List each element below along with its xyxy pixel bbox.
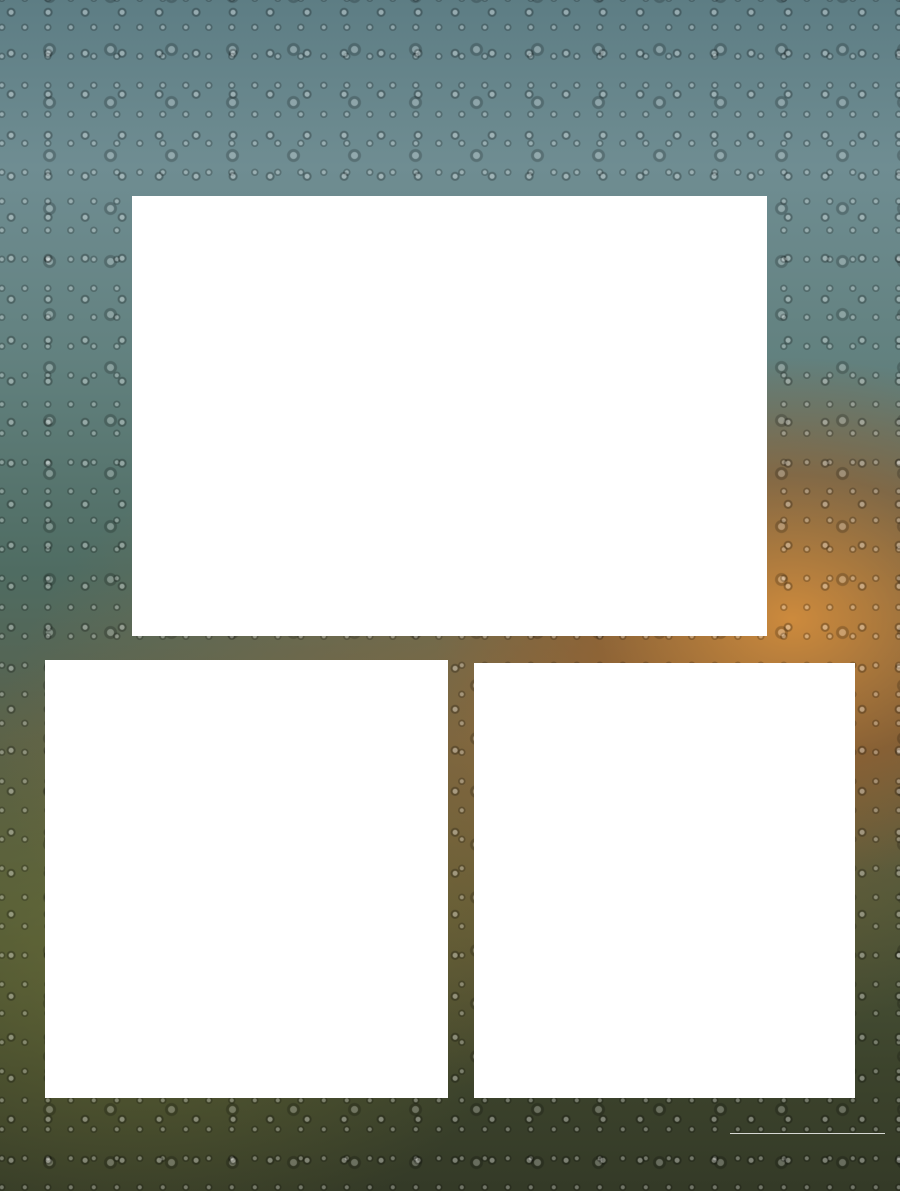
- panel-outubro: [132, 196, 767, 636]
- panel-dezembro: [474, 663, 855, 1098]
- footer-divider: [730, 1133, 885, 1134]
- panel-novembro: [45, 660, 448, 1098]
